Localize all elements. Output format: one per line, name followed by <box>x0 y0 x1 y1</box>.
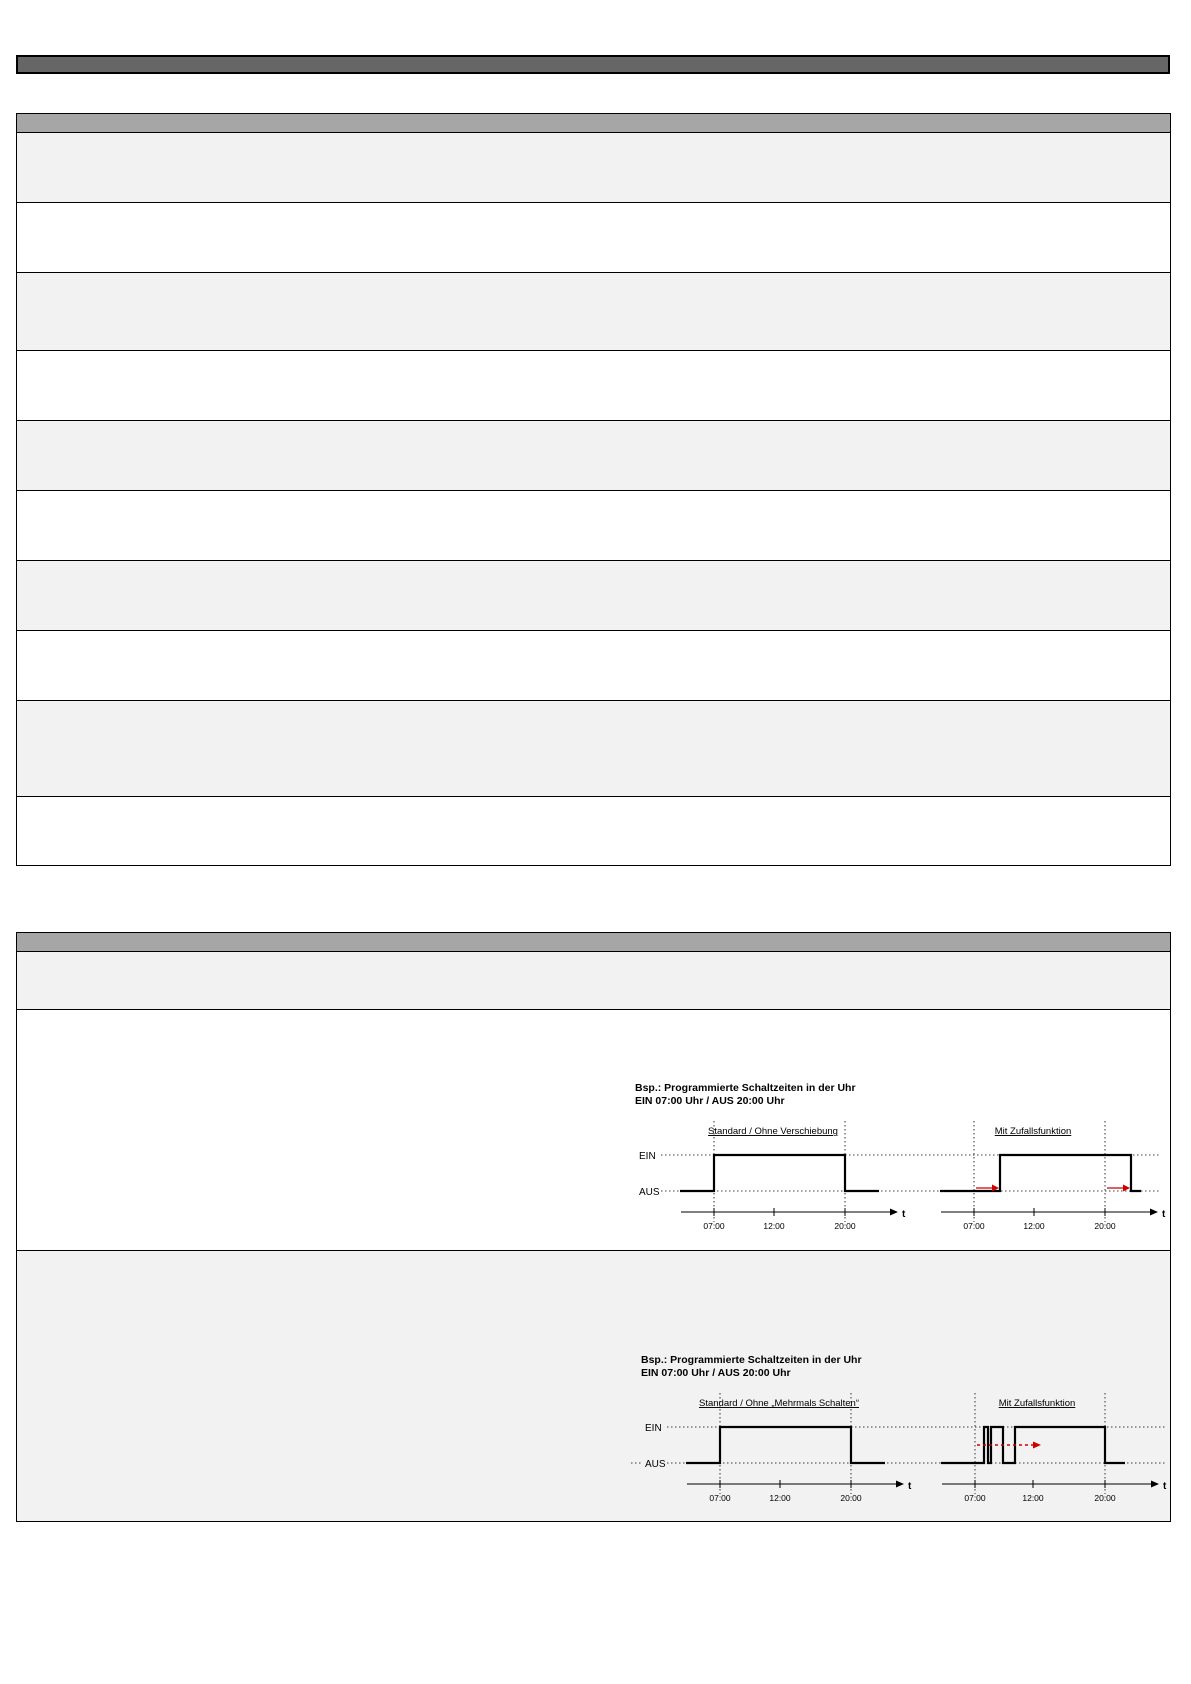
table-header <box>17 114 1170 133</box>
table-row-multi-switch <box>17 1250 1170 1521</box>
table-row <box>17 560 1170 630</box>
signal-standard <box>680 1155 879 1191</box>
table-row <box>17 630 1170 700</box>
tick-label: 12:00 <box>769 1493 791 1503</box>
tick-label: 07:00 <box>709 1493 731 1503</box>
left-caption: Standard / Ohne Verschiebung <box>708 1126 838 1137</box>
time-axis-label: t <box>908 1481 912 1492</box>
left-caption: Standard / Ohne „Mehrmals Schalten“ <box>699 1398 859 1409</box>
tick-label: 07:00 <box>964 1493 986 1503</box>
time-axis-label: t <box>1162 1209 1166 1220</box>
table-row <box>17 796 1170 865</box>
tick-label: 07:00 <box>963 1221 985 1231</box>
timing-diagram-multi-switch <box>631 1348 1176 1506</box>
tick-label: 12:00 <box>763 1221 785 1231</box>
table-row <box>17 952 1170 1009</box>
tick-label: 07:00 <box>703 1221 725 1231</box>
right-caption: Mit Zufallsfunktion <box>998 1398 1076 1409</box>
level-off-label: AUS <box>645 1459 666 1470</box>
timing-diagram-random-shift <box>625 1076 1170 1231</box>
diagram-title: Bsp.: Programmierte Schaltzeiten in der Uhr <box>635 1082 856 1094</box>
tick-label: 12:00 <box>1023 1221 1045 1231</box>
signal-standard <box>686 1427 885 1463</box>
table-row <box>17 350 1170 420</box>
table-row <box>17 490 1170 560</box>
signal-random <box>940 1155 1141 1191</box>
time-axis-label: t <box>902 1209 906 1220</box>
diagram-subtitle: EIN 07:00 Uhr / AUS 20:00 Uhr <box>635 1095 785 1107</box>
table-row <box>17 420 1170 490</box>
parameter-table-2 <box>16 932 1171 1522</box>
level-off-label: AUS <box>639 1187 660 1198</box>
table-row <box>17 202 1170 272</box>
tick-label: 20:00 <box>834 1221 856 1231</box>
parameter-table-1 <box>16 113 1171 866</box>
tick-label: 20:00 <box>1094 1493 1116 1503</box>
table-row <box>17 133 1170 202</box>
tick-label: 12:00 <box>1022 1493 1044 1503</box>
table-row-random-shift <box>17 1009 1170 1250</box>
right-caption: Mit Zufallsfunktion <box>994 1126 1072 1137</box>
table-row <box>17 700 1170 796</box>
tick-label: 20:00 <box>840 1493 862 1503</box>
diagram-subtitle: EIN 07:00 Uhr / AUS 20:00 Uhr <box>641 1367 791 1379</box>
section-title-bar <box>16 55 1170 74</box>
table-header <box>17 933 1170 952</box>
level-on-label: EIN <box>639 1151 656 1162</box>
time-axis-label: t <box>1163 1481 1167 1492</box>
table-row <box>17 272 1170 350</box>
tick-label: 20:00 <box>1094 1221 1116 1231</box>
level-on-label: EIN <box>645 1423 662 1434</box>
diagram-title: Bsp.: Programmierte Schaltzeiten in der Uhr <box>641 1354 862 1366</box>
